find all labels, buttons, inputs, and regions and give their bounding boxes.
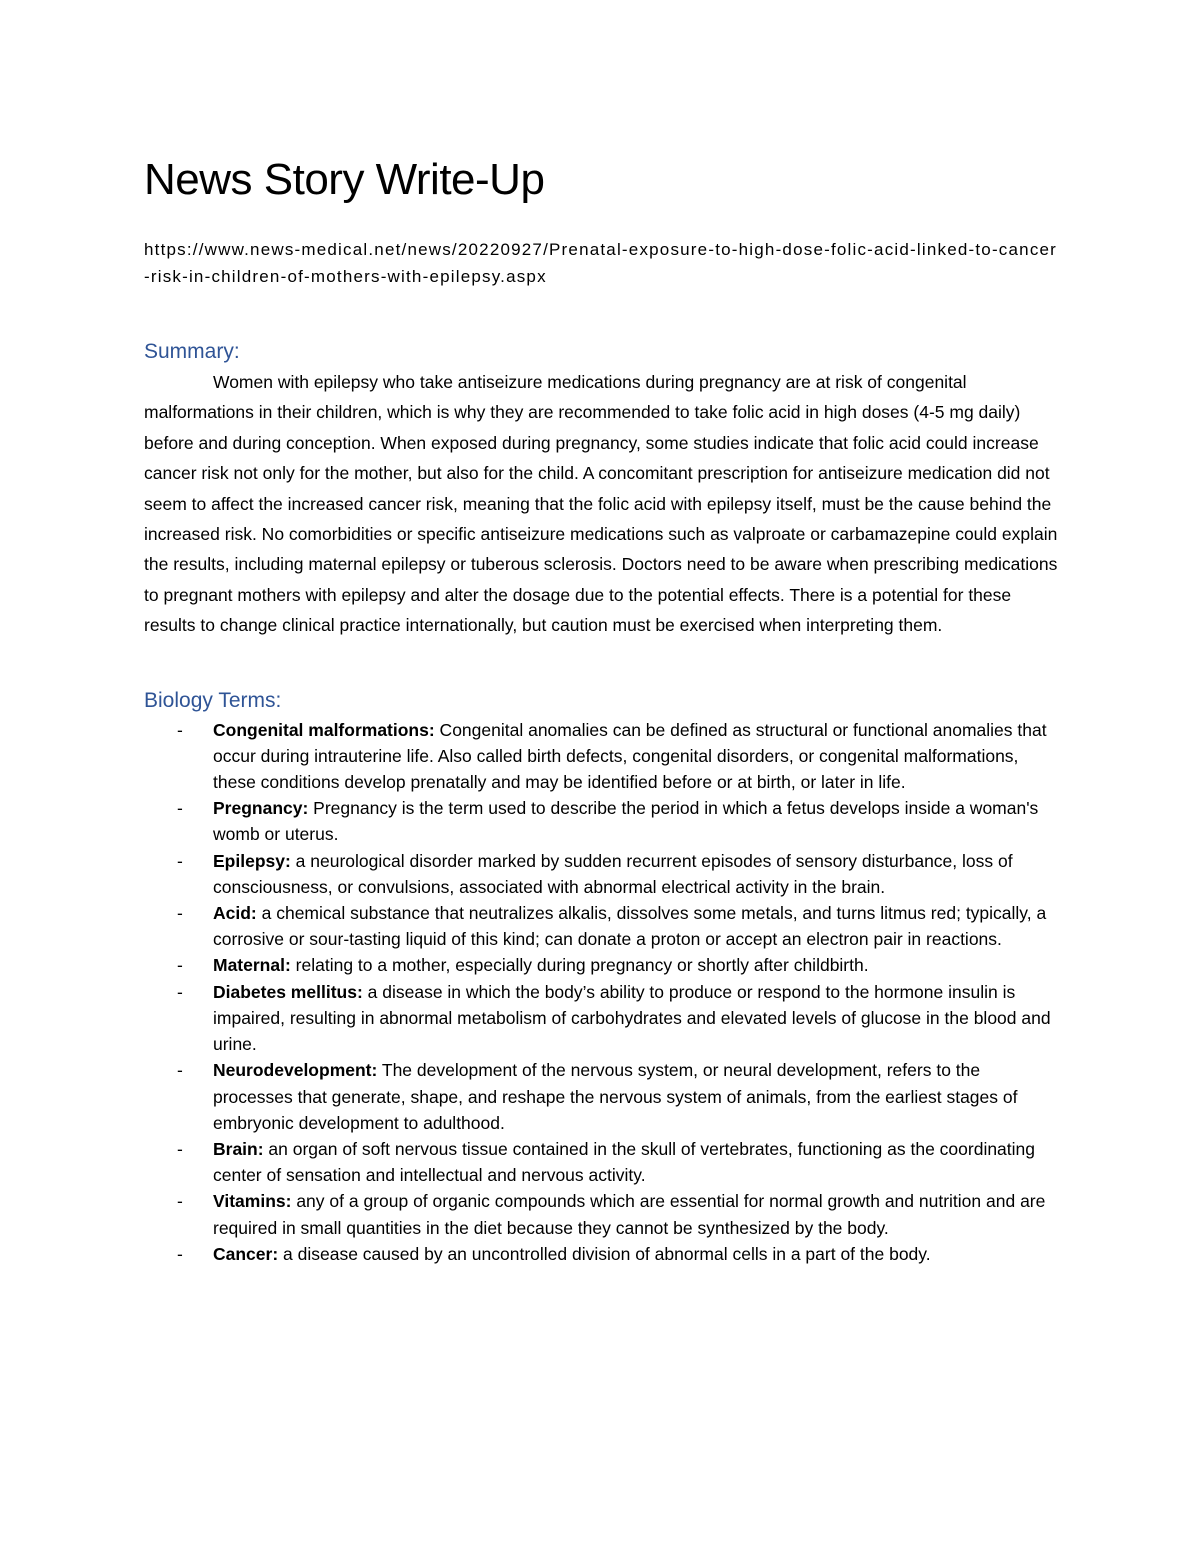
term-name: Maternal: xyxy=(213,955,291,976)
term-item-neurodevelopment xyxy=(144,1057,1062,1136)
term-name: Neurodevelopment: xyxy=(213,1060,378,1081)
term-name: Epilepsy: xyxy=(213,850,291,871)
term-definition: a chemical substance that neutralizes alkalis, dissolves some metals, and turns litmus red; typically, a corrosive or sour-tasting liquid of this kind; can donate a proton or accept an electron pair in reactions. xyxy=(213,903,1047,950)
document-title: News Story Write-Up xyxy=(144,155,545,204)
bullet-dash: - xyxy=(177,719,183,740)
term-item-acid xyxy=(144,900,1062,952)
biology-terms-heading: Biology Terms: xyxy=(144,688,282,712)
source-url[interactable]: https://www.news-medical.net/news/20220927/Prenatal-exposure-to-high-dose-folic-acid-linked-to-cancer-risk-in-children-of-mothers-with-epilepsy.aspx xyxy=(144,240,1058,286)
term-item-cancer xyxy=(144,1241,1062,1267)
term-name: Diabetes mellitus: xyxy=(213,981,363,1002)
summary-heading: Summary: xyxy=(144,340,240,363)
biology-terms-list xyxy=(144,717,1062,1267)
term-item-diabetes-mellitus xyxy=(144,979,1062,1058)
term-definition: a disease caused by an uncontrolled division of abnormal cells in a part of the body. xyxy=(278,1243,931,1264)
bullet-dash: - xyxy=(177,1138,183,1159)
bullet-dash: - xyxy=(177,981,183,1002)
term-item-pregnancy xyxy=(144,795,1062,847)
term-item-brain xyxy=(144,1136,1062,1188)
term-item-vitamins xyxy=(144,1188,1062,1240)
document-page xyxy=(144,150,1062,1267)
bullet-dash: - xyxy=(177,850,183,871)
bullet-dash: - xyxy=(177,1243,183,1264)
term-item-maternal xyxy=(144,952,1062,978)
term-definition: a neurological disorder marked by sudden recurrent episodes of sensory disturbance, loss of consciousness, or convulsions, associated with abnormal electrical activity in the brain. xyxy=(213,850,1013,897)
term-name: Cancer: xyxy=(213,1243,279,1264)
term-item-congenital-malformations xyxy=(144,717,1062,796)
bullet-dash: - xyxy=(177,955,183,976)
term-item-epilepsy xyxy=(144,848,1062,900)
term-definition: an organ of soft nervous tissue contained in the skull of vertebrates, functioning as the coordinating center of sensation and intellectual and nervous activity. xyxy=(213,1138,1036,1186)
term-name: Vitamins: xyxy=(213,1191,292,1212)
term-name: Congenital malformations: xyxy=(213,719,435,740)
term-definition: Congenital anomalies can be defined as structural or functional anomalies that occur during intrauterine life. Also called birth defects, congenital disorders, or congenital malformations, these conditions develop prenatally and may be identified before or at birth, or later in life. xyxy=(213,719,1047,793)
term-definition: a disease in which the body’s ability to produce or respond to the hormone insulin is impaired, resulting in abnormal metabolism of carbohydrates and elevated levels of glucose in the blood and urine. xyxy=(213,981,1051,1055)
term-definition: any of a group of organic compounds which are essential for normal growth and nutrition and are required in small quantities in the diet because they cannot be synthesized by the body. xyxy=(213,1191,1046,1238)
term-name: Acid: xyxy=(213,903,257,924)
summary-paragraph: Women with epilepsy who take antiseizure medications during pregnancy are at risk of congenital malformations in their children, which is why they are recommended to take folic acid in high doses (4-5 mg daily) before and during conception. When exposed during pregnancy, some studies indicate that folic acid could increase cancer risk not only for the mother, but also for the child. A concomitant prescription for antiseizure medication did not seem to affect the increased cancer risk, meaning that the folic acid with epilepsy itself, must be the cause behind the increased risk. No comorbidities or specific antiseizure medications such as valproate or carbamazepine could explain the results, including maternal epilepsy or tuberous sclerosis. Doctors need to be aware when prescribing medications to pregnant mothers with epilepsy and alter the dosage due to the potential effects. There is a potential for these results to change clinical practice internationally, but caution must be exercised when interpreting them. xyxy=(144,372,1058,636)
term-definition: relating to a mother, especially during pregnancy or shortly after childbirth. xyxy=(290,955,869,976)
term-name: Pregnancy: xyxy=(213,798,309,819)
bullet-dash: - xyxy=(177,798,183,819)
bullet-dash: - xyxy=(177,1191,183,1212)
term-definition: The development of the nervous system, or neural development, refers to the processes that generate, shape, and reshape the nervous system of animals, from the earliest stages of embryonic development to adulthood. xyxy=(213,1060,1018,1133)
bullet-dash: - xyxy=(177,903,183,924)
term-definition: Pregnancy is the term used to describe the period in which a fetus develops inside a woman's womb or uterus. xyxy=(213,798,1039,845)
term-name: Brain: xyxy=(213,1138,264,1159)
bullet-dash: - xyxy=(177,1060,183,1081)
